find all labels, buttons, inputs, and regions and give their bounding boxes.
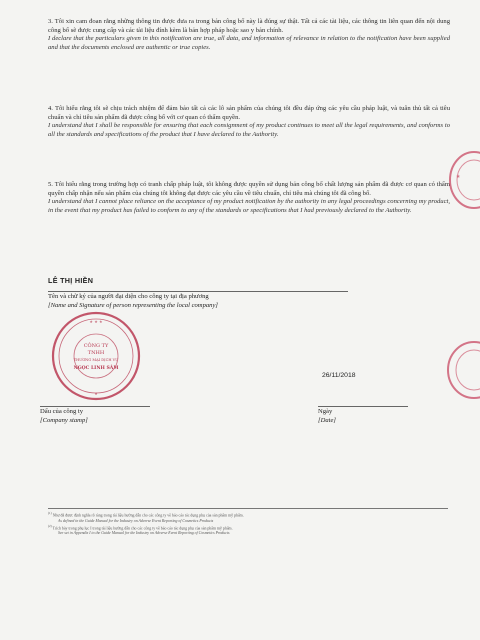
company-stamp-label xyxy=(40,406,150,425)
footnote-2-mark: (2) xyxy=(48,523,52,528)
footnote-1-vietnamese xyxy=(48,511,448,519)
stamp-label-vietnamese: Dấu của công ty xyxy=(40,408,84,415)
footnote-1-mark: (1) xyxy=(48,511,52,515)
paragraph-4-english: I understand that I shall be responsible for ensuring that each consignment of my product continues to meet all the legal requirements, and conforms to all the standards and specifications of the product that I have declared to the Authority. xyxy=(48,122,450,138)
date-label-english: [Date] xyxy=(318,416,336,424)
footnotes xyxy=(48,511,448,536)
edge-seal-top xyxy=(446,150,480,210)
signer-name: LÊ THỊ HIỀN xyxy=(48,276,94,285)
paragraph-3-vietnamese: 3. Tôi xin cam đoan rằng những thông tin được đưa ra trong bản công bố này là đúng sự thật. Tất cả các tài liệu, các thông tin liên quan đến nội dung công bố sẽ được cung cấp và các tài liệu đính kèm là bản hợp pháp hoặc sao y bản chính. xyxy=(48,18,450,34)
seal-line-3: THƯƠNG MẠI DỊCH VỤ xyxy=(73,358,119,362)
stamp-label-english: [Company stamp] xyxy=(40,416,88,424)
seal-line-4: NGỌC LINH SÂM xyxy=(73,366,119,371)
declaration-paragraph-4 xyxy=(48,105,450,139)
paragraph-3-english: I declare that the particulars given in this notification are true, all data, and information of relevance in relation to the notification have been supplied and that the documents enclosed are authentic or true copies. xyxy=(48,35,450,51)
footnote-1-english: As defined in the Guide Manual for the Industry on Adverse Event Reporting of Cosmetics Products xyxy=(58,518,214,523)
signature-label-english: [Name and Signature of person representing the local company] xyxy=(48,301,218,309)
paragraph-4-vietnamese: 4. Tôi hiểu rằng tôi sẽ chịu trách nhiệm để đảm bảo tất cả các lô sản phẩm của chúng tôi đều đáp ứng các yêu cầu pháp luật, và tuân thủ tất cả tiêu chuẩn và chỉ tiêu sản phẩm đã được công bố với cơ quan có thẩm quyền. xyxy=(48,105,450,121)
date-label xyxy=(318,406,408,425)
date-value: 26/11/2018 xyxy=(322,372,356,379)
declaration-paragraph-5 xyxy=(48,181,450,215)
signature-label-vietnamese: Tên và chữ ký của người đại diện cho công ty tại địa phương xyxy=(48,293,209,300)
seal-line-1: CÔNG TY xyxy=(83,343,109,349)
edge-seal-bottom xyxy=(440,340,480,400)
seal-line-2: TNHH xyxy=(87,350,105,356)
paragraph-5-english: I understand that I cannot place reliance on the acceptance of my product notification by the authority in any legal proceedings concerning my product, in the event that my product has failed to conform to any of the standards or specifications that I had previously declared to the Authority. xyxy=(48,198,450,214)
footnote-2-vietnamese xyxy=(48,524,448,532)
footnote-divider xyxy=(48,508,448,509)
date-label-vietnamese: Ngày xyxy=(318,408,333,415)
footnote-2-vi-text: Trích bảy trong phụ lục I trong tài liệu hướng dẫn cho các công ty về báo cáo tác dụng phụ của sản phẩm mỹ phẩm. xyxy=(52,526,233,530)
declaration-paragraph-3 xyxy=(48,18,450,52)
signature-label xyxy=(48,291,348,310)
footnote-2-english: See set in Appendix I to the Guide Manual for the Industry on Adverse Event Reporting of Cosmetics Products xyxy=(58,531,230,536)
company-seal xyxy=(50,310,142,402)
svg-text:★: ★ xyxy=(94,391,98,396)
svg-text:★ ★ ★: ★ ★ ★ xyxy=(89,319,103,324)
svg-text:★: ★ xyxy=(456,174,461,180)
footnote-1-vi-text: Như đã được định nghĩa rõ ràng trong tài liệu hướng dẫn cho các công ty về báo cáo tác dụng phụ của sản phẩm mỹ phẩm. xyxy=(52,513,244,518)
paragraph-5-vietnamese: 5. Tôi hiểu rằng trong trường hợp có tranh chấp pháp luật, tôi không được quyền sử dụng bản công bố chất lượng sản phẩm đã được cơ quan có thẩm quyền chấp nhận nếu sản phẩm của chúng tôi không đạt được các yêu cầu về tiêu chuẩn, chỉ tiêu mà chúng tôi đã công bố. xyxy=(48,181,450,197)
